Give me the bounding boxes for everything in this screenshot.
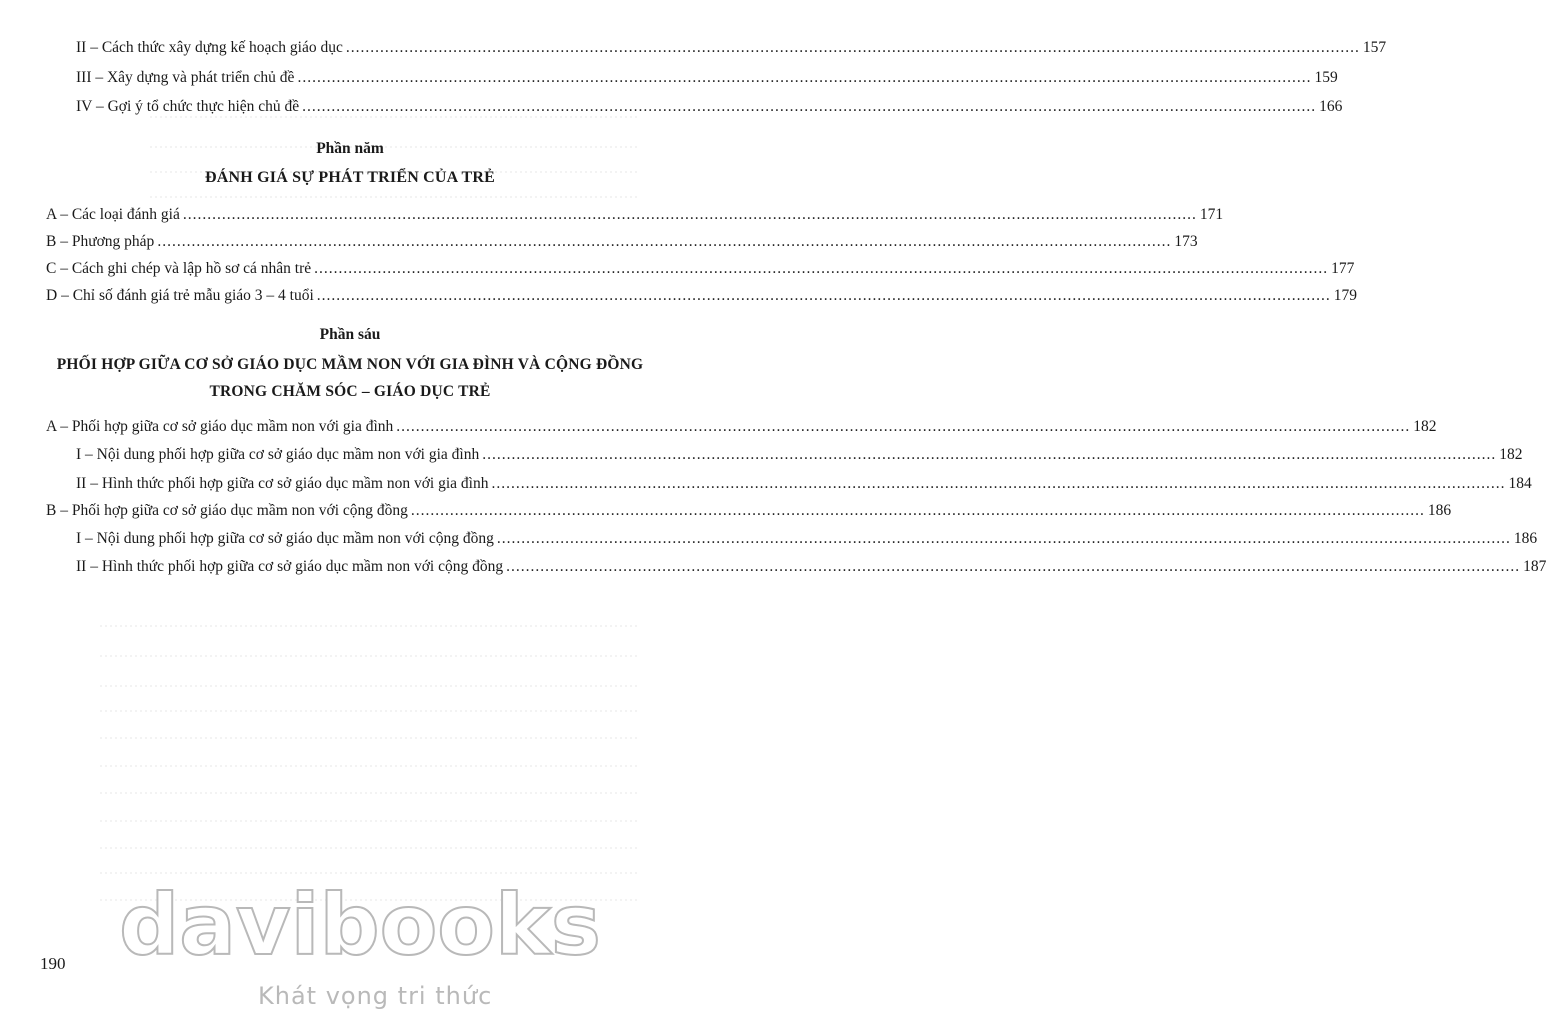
leader-dots: [157, 229, 1171, 255]
toc-entry-label: IV – Gợi ý tổ chức thực hiện chủ đề: [76, 98, 300, 115]
leader-dots: [346, 35, 1360, 61]
leader-dots: [183, 202, 1197, 228]
toc-entry-page: 157: [1362, 39, 1387, 56]
toc-entry-page: 177: [1331, 260, 1355, 277]
leader-dots: [314, 256, 1328, 282]
svg-text:davibooks: davibooks: [119, 876, 601, 974]
toc-entry-label: D – Chỉ số đánh giá trẻ mẫu giáo 3 – 4 tuổi: [46, 287, 314, 304]
part-five-label: Phần năm: [316, 140, 384, 157]
toc-entry[interactable]: [0, 256, 1355, 282]
part-six-label: Phần sáu: [319, 326, 381, 343]
leader-dots: [497, 526, 1511, 552]
leader-dots: [411, 498, 1425, 524]
toc-entry-label: A – Phối hợp giữa cơ sở giáo dục mầm non với gia đình: [46, 418, 394, 435]
toc-entry[interactable]: [0, 283, 1358, 309]
toc-entry[interactable]: [0, 229, 1198, 255]
toc-entry-label: B – Phối hợp giữa cơ sở giáo dục mầm non với cộng đồng: [46, 502, 408, 519]
davibooks-watermark-logo: [119, 876, 601, 974]
leader-dots: [491, 471, 1505, 497]
leader-dots: [506, 554, 1520, 580]
toc-entry-page: 173: [1174, 233, 1198, 250]
toc-entry-page: 166: [1319, 98, 1343, 115]
leader-dots: [302, 94, 1316, 120]
toc-entry[interactable]: [0, 442, 1523, 468]
toc-entry-label: B – Phương pháp: [46, 233, 155, 250]
toc-entry-page: 186: [1513, 530, 1538, 547]
toc-entry-page: 159: [1314, 69, 1338, 86]
toc-entry[interactable]: [0, 471, 1532, 497]
toc-entry-label: III – Xây dựng và phát triển chủ đề: [76, 69, 295, 86]
toc-entry-page: 184: [1508, 475, 1532, 492]
toc-entry[interactable]: [0, 94, 1343, 120]
toc-entry-page: 182: [1499, 446, 1523, 463]
toc-entry-label: II – Cách thức xây dựng kế hoạch giáo dục: [76, 39, 343, 56]
toc-entry-page: 179: [1333, 287, 1358, 304]
part-five-title: ĐÁNH GIÁ SỰ PHÁT TRIỂN CỦA TRẺ: [205, 169, 495, 186]
toc-entry-page: 171: [1199, 206, 1224, 223]
toc-entry-label: II – Hình thức phối hợp giữa cơ sở giáo dục mầm non với gia đình: [76, 475, 489, 492]
toc-entry-page: 182: [1413, 418, 1437, 435]
toc-entry[interactable]: [0, 202, 1224, 228]
toc-entry[interactable]: [0, 414, 1437, 440]
toc-entry-label: I – Nội dung phối hợp giữa cơ sở giáo dục mầm non với cộng đồng: [76, 530, 494, 547]
toc-entry[interactable]: [0, 498, 1452, 524]
toc-entry[interactable]: [0, 35, 1387, 61]
leader-dots: [317, 283, 1331, 309]
part-six-title-line-2: TRONG CHĂM SÓC – GIÁO DỤC TRẺ: [209, 383, 491, 400]
toc-entry[interactable]: [0, 65, 1338, 91]
toc-entry[interactable]: [0, 526, 1538, 552]
leader-dots: [396, 414, 1410, 440]
page-number: 190: [40, 954, 66, 973]
leader-dots: [482, 442, 1496, 468]
toc-entry-page: 187: [1523, 558, 1546, 575]
toc-entry-label: A – Các loại đánh giá: [46, 206, 180, 223]
toc-entry-label: C – Cách ghi chép và lập hồ sơ cá nhân trẻ: [46, 260, 312, 277]
toc-entry-label: II – Hình thức phối hợp giữa cơ sở giáo dục mầm non với cộng đồng: [76, 558, 504, 575]
leader-dots: [297, 65, 1311, 91]
toc-entry-label: I – Nội dung phối hợp giữa cơ sở giáo dục mầm non với gia đình: [76, 446, 480, 463]
watermark-tagline: Khát vọng tri thức: [258, 982, 493, 1010]
part-six-title-line-1: PHỐI HỢP GIỮA CƠ SỞ GIÁO DỤC MẦM NON VỚI GIA ĐÌNH VÀ CỘNG ĐỒNG: [56, 356, 644, 373]
toc-entry[interactable]: [0, 554, 1546, 580]
toc-entry-page: 186: [1427, 502, 1452, 519]
